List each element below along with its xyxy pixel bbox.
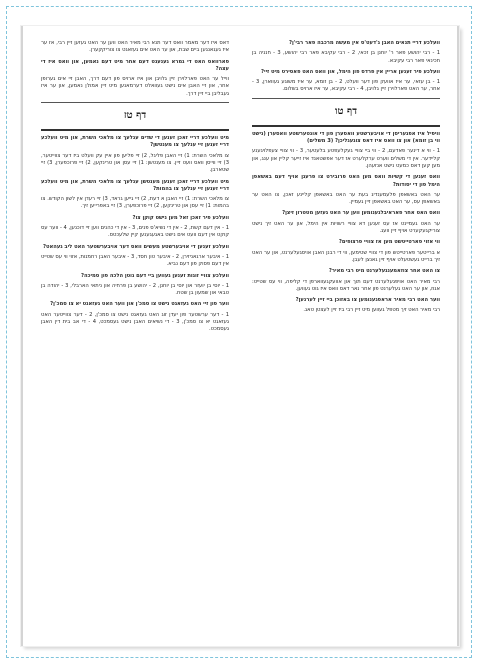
section-heading: דף טו (334, 105, 358, 117)
question: וויפיל איז אפגעריסן די אויבערשטע וואסערן פון די אונטערשטע וואסערן (נישט ווי בן זומא) און צו וואס איז דאס צוגעגליכן? (3 משלים) (252, 130, 440, 145)
question: פארוואס האט די גמרא גענענט דעם אחר מיט דעם נאמען, און וואס איז די עצה? (41, 58, 229, 72)
document-page (21, 26, 459, 646)
question: מיט וועלכע דריי זאכן זענען מענטשן ענלעך צו מלאכי השרת, און מיט וועלכע דריי זענען זיי ענלעך צו בהמות? (41, 178, 229, 192)
question: ווי אזוי פארטייטשט מען אז צוויי פרצופים? (338, 239, 440, 246)
divider (252, 98, 440, 99)
right-column (252, 40, 440, 319)
question: מיט וועלכע דריי זאכן זענען די שדים ענלעך צו מלאכי השרת, און מיט וועלכע דריי זענען זיי ענלעך צו מענטשן? (41, 135, 229, 149)
divider (252, 125, 440, 127)
question: ווער האט רבי מאיר אראפגענומען צו באזוכן ביי זיין לערנען? (295, 297, 440, 304)
left-column (41, 40, 229, 338)
answer: ווייל ער האט פארלוירן זיין גלויבן און איז ארויס פון דעם דרך, האבן זיי אים גערופן אחר, און זיי האבן אים נישט געוואלט דערמאנען מיט זיין אמת'ן נאמען, און ער איז געבליבן ביי זיין דרך. (41, 76, 229, 97)
answer: 1 - אין דעם קשת, 2 - אין די נשיא'ס פנים, 3 - אין די כהנים ווען זיי דוכנען, 4 - ווער עס קוקט אין דעם וועט אים נישט באגעגענען קיין שלעכטס. (41, 225, 230, 239)
question: וועלכע זענען די אויבערשטע מעשים וואס דער אויבערשטער האט ליב געהאט? (42, 243, 229, 250)
answer: 1 - בן עזאי, ער איז אוועק פון דער וועלט, 2 - בן זומא, ער איז משוגע געווארן, 3 - אחר, ער האט פארלוירן זיין גלויבן, 4 - רבי עקיבא, ער איז ארויס בשלום. (252, 79, 440, 93)
answer: רבי מאיר האט אויפגעלערנט דעם תוך און אוועקגעווארפן די קליפה, ווי עס שטייט: אגוז, און ער האט געלערנט פון אחר נאר דאס וואס איז גוט געווען. (252, 278, 440, 292)
question: וועלכע פיר זענען אריין אין פרדס פון הימל, און וואס האט פאסירט מיט זיי? (261, 68, 440, 75)
answer: ער האט געמיינט אז עס זענען דא צוויי רשויות אין הימל, און ער האט זיך נישט צוריקגעקערט אויף זיין וועג. (252, 220, 440, 235)
answer: א ברייטער פארטייטש פון די צוויי שטימען, ווי די רבנן האבן אויסגעלערנט, און ער האט זיך ברייט געשטעלט אויף זיין גאנצן לעבן. (252, 249, 440, 263)
answer: צו מלאכי השרת: 1) זיי האבן פליגל, 2) זיי פליען פון איין עק וועלט ביז דער צווייטער, 3) זיי ווייסן וואס וועט זיין. צו מענטשן: 1) זיי עסן און טרינקען, 2) זיי פרוכפערן, 3) זיי שטארבן. (41, 152, 229, 174)
question: וועלכע פיר זאכן זאל מען נישט קוקן צו? (132, 214, 229, 221)
answer: 1 - יוסי בן יועזר און יוסי בן יוחנן, 2 - יהושע בן פרחיה און ניתאי הארבלי, 3 - יהודה בן טבאי און שמעון בן שטח. (41, 282, 229, 297)
answer: 1 - איבער ארגאניזירן, 2 - איבער טון חסד, 3 - איבער האבן רחמנות, אזוי ווי עס שטייט אין דעם פסוק פון דעם נביא. (41, 253, 229, 268)
question: וועלכע צוויי זוגות זענען געווען ביי דעם גוטן הלכה פון סמיכה? (80, 272, 229, 279)
intro-text: דאס איז דער מאמר וואס דער תנא רבי מאיר האט ווען ער האט געזען זיין רבי, אז ער איז געגאנגען ביים שבת, און ער האט אים געזאגט צו צוריקקערן. (41, 40, 229, 54)
question: וואס האט אחר פאראיבלגענומען ווען ער האט געזען מטטרון זיצן? (282, 210, 440, 217)
answer: רבי מאיר האט זיך מטפל געווען מיט זיין רבי ביז זיין לעצטן טאג. (303, 307, 440, 314)
divider (41, 102, 229, 103)
question: וועלכע דריי תנאים האבן ג'דעט'ס אין מעשה מרכבה פאר רבי'ן? (288, 40, 440, 46)
answer: צו מלאכי השרת: 1) זיי האבן א דעת, 2) זיי גייען גראד, 3) זיי רעדן אין לשון הקודש. צו בהמות: 1) זיי עסן און טרינקען, 2) זיי פרוכפערן, 3) זיי באפרייען זיך. (41, 196, 229, 210)
divider (41, 129, 229, 131)
question: ווער פון זיי האט געזאגט נישט צו סמכ'ן און ווער האט געזאגט יא צו סמכ'ן? (50, 301, 229, 308)
question: וואס זענען די קשיות וואס מען האט פרובירט צו פרעגן אויף דעם באשאפן הימל פון די יסודות? (252, 174, 440, 188)
section-heading: דף טז (123, 110, 147, 122)
answer: 1 - דער ערשטער פון יעדן זוג האט געזאגט נישט צו סמכ'ן, 2 - דער צווייטער האט געזאגט יא צו סמכ'ן, 3 - די נשיאים האבן נישט געסמכט, 4 - די אב בית דין האבן געסמכט. (41, 311, 230, 333)
answer: 1 - ווי א דינער פאדעם, 2 - ווי ביי צוויי געקלעפטע בלעטער, 3 - ווי צוויי צעפלויגענע קליידער. אין די משלים ווערט ערקלערט אז דער אפשטאנד איז זייער קליין און ענג, און מען קען דאס כמעט נישט אנזעהן. (252, 148, 440, 169)
answer: 1 - רבי יהושע פאר ר' יוחנן בן זכאי, 2 - רבי עקיבא פאר רבי יהושע, 3 - חנניה בן חכינאי פאר רבי עקיבא. (252, 50, 440, 64)
answer: ער האט באשאפן פלעמענדיג בעת ער האט באשאפן קליינע זאכן, צו האט ער באשאפן עס, ער האט באשאפן זיין געמיין. (252, 191, 440, 206)
question: צו האט אחר צוזאמענגעלערנט מיט רבי מאיר? (328, 268, 440, 275)
